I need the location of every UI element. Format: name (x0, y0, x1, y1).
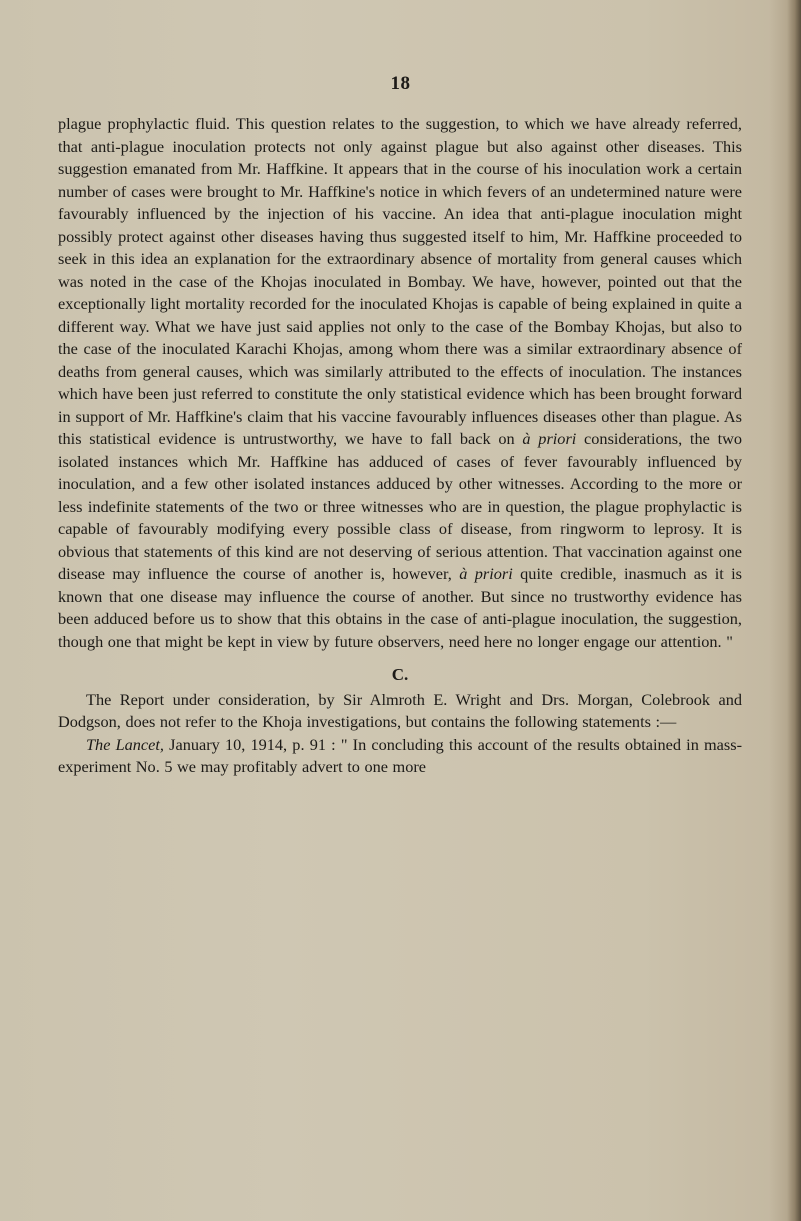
report-paragraph: The Report under consideration, by Sir Almroth E. Wright and Drs. Morgan, Colebrook and Dodgson, does not refer to the Khoja investigations, but contains the following statements :— (58, 689, 742, 731)
quote-text-2: considerations, the two isolated instances which Mr. Haffkine has adduced of cases of fever favourably influenced by inoculation, and a few other isolated instances adduced by other witnesses. According to the more or less indefinite statements of the two or three witnesses who are in question, the plague prophylactic is capable of favourably modifying every possible class of disease, from ringworm to leprosy. It is obvious that statements of this kind are not deserving of serious attention. That vaccination against one disease may influence the course of another is, however, (58, 429, 742, 583)
page-edge-shadow (787, 0, 801, 1221)
quote-italic-1: à priori (522, 429, 577, 448)
citation-text: January 10, 1914, p. 91 : " In concluding this account of the results obtained in mass-experiment No. 5 we may profitably advert to one more (58, 734, 742, 776)
body-text (58, 113, 742, 779)
quote-text-3: quite credible, inasmuch as it is known that one disease may influence the course of another. But since no trustworthy evidence has been adduced before us to show that this obtains in the case of anti-plague inoculation, the suggestion, though one that might be kept in view by future observers, need here no longer engage our attention. " (58, 564, 743, 651)
section-heading: C. (391, 665, 409, 684)
citation-journal: The Lancet, (86, 734, 164, 754)
quote-text-1: plague prophylactic fluid. This question relates to the suggestion, to which we have already referred, that anti-plague inoculation protects not only against plague but also against other diseases. This suggestion emanated from Mr. Haffkine. It appears that in the course of his inoculation work a certain number of cases were brought to Mr. Haffkine's notice in which fevers of an undetermined nature were favourably influenced by the injection of his vaccine. An idea that anti-plague inoculation might possibly protect against other diseases having thus suggested itself to him, Mr. Haffkine proceeded to seek in this idea an explanation for the extraordinary absence of mortality from general causes which was noted in the case of the Khojas inoculated in Bombay. We have, however, pointed out that the exceptionally light mortality recorded for the inoculated Khojas is capable of being explained in quite a different way. What we have just said applies not only to the case of the Bombay Khojas, but also to the case of the inoculated Karachi Khojas, among whom there was a similar extraordinary absence of deaths from general causes, which was similarly attributed to the effects of inoculation. The instances which have been just referred to constitute the only statistical evidence which has been brought forward in support of Mr. Haffkine's claim that his vaccine favourably influences diseases other than plague. As this statistical evidence is untrustworthy, we have to fall back on (58, 114, 742, 448)
quote-paragraph (58, 113, 742, 653)
page-number: 18 (390, 73, 411, 94)
citation-paragraph (58, 734, 742, 779)
quote-italic-2: à priori (459, 564, 513, 583)
